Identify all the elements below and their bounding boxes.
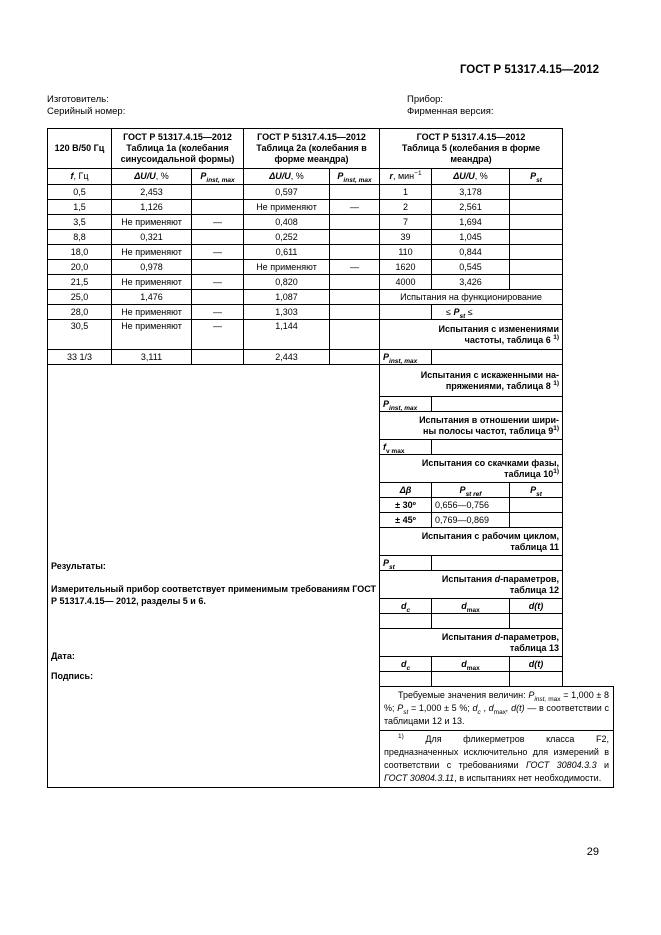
- conformance-statement: Измерительный прибор соответствует применимым требованиям ГОСТ Р 51317.4.15— 2012, разделы 5 и 6.: [51, 584, 377, 606]
- header-table-5: ГОСТ Р 51317.4.15—2012 Таблица 5 (колебания в форме меандра): [380, 129, 563, 169]
- table-row: 8,8 0,321 0,252 39 1,045: [48, 230, 614, 245]
- table-row: 3,5 Не применяют — 0,408 7 1,694: [48, 215, 614, 230]
- page-number: 29: [586, 846, 599, 858]
- footnote-1: $^{1)}$ Для фликерметров класса F2, предназначенных исключительно для измерений в соответствии с требованиями ГОСТ 30804.3.3 и ГОСТ 30804.3.11, в испытаниях нет необходимости.: [380, 731, 614, 788]
- signature-label: Подпись:: [51, 671, 94, 681]
- date-label: Дата:: [51, 651, 75, 661]
- phase-jump-test-label: Испытания со скачками фазы, таблица 10$^{1)}$: [380, 455, 563, 483]
- d-params-table12-label: Испытания d-параметров, таблица 12: [380, 571, 563, 599]
- table-row: 18,0 Не применяют — 0,611 110 0,844: [48, 245, 614, 260]
- subheader-row: f, Гц ΔU/U, % $P_{inst, max}$ ΔU/U, % $P_{inst, max}$ r, мин$^{-1}$ ΔU/U, % $P_{st}$: [48, 169, 614, 185]
- results-label: Результаты:: [51, 561, 106, 571]
- d-params-table13-label: Испытания d-параметров, таблица 13: [380, 629, 563, 657]
- firmware-label: Фирменная версия:: [407, 106, 494, 117]
- table-row: 1,5 1,126 Не применяют — 2 2,561: [48, 200, 614, 215]
- manufacturer-label: Изготовитель:: [47, 94, 109, 105]
- test-report-table: 120 В/50 Гц ГОСТ Р 51317.4.15—2012 Таблица 1а (колебания синусоидальной формы) ГОСТ Р 51317.4.15—2012 Таблица 2а (колебания в форме меандра) ГОСТ Р 51317.4.15—2012 Таблица 5 (колебания в форме меандра) f, Гц ΔU/U, % $P_{inst, max}$ ΔU/U, % $P_{inst, max}$ r, мин$^{-1}$ ΔU/U, % $P_{st}$ 0,5 2,453 0,597 1 3,178 1,5 1,126 Не применяют — 2 2,561 3,5 Не применяют — 0,408 7 1,694 8,8 0,321 0,252 39 1,045 18,0 Не применяют — 0,611 110 0,844 20,0 0,978 Не применяют — 1620 0,545 21,5 Не применяют — 0,820 4000 3,426 25,0 1,476 1,087 Испытания на функционирование 28,0 Не применяют — 1,303 ≤ $P_{st}$ ≤ 30,5 Не применяют — 1,144 Испытания с изменениями частоты, таблица 6 $^{1)}$ 33 1/3 3,111 2,443 $P_{inst, max}$ Результаты: Измерительный прибор соответствует применимым требованиям ГОСТ Р 51317.4.15— 2012, разделы 5 и 6. Дата: Подпись: Испытания с искаженными на- пряжениями, таблица 8 $^{1)}$ $P_{inst, max}$ Испытания в отношении шири- ны полосы частот, таблица 9$^{1)}$ $f_{v max}$ Испытания со скачками фазы, таблица 10$^{1)}$ Δβ $P_{st ref}$ $P_{st}$ ± 30º 0,656—0,756 ± 45º 0,769—0,869 Испытания с рабочим циклом, таблица 11 $P_{st}$ Испытания d-параметров, таблица 12 $d_c$ $d_{max}$ d(t) Испытания d-параметров, таблица 13 $d_c$ $d_{max}$ d(t) Требуемые значения величин: $P_{inst,}$ $_{max}$ = 1,000 ± 8 %; $P_{st} = 1,000 \pm 5$ %; $d_c$ , $d_{max}$, d(t) — в соответствии с таблицами 12 и 13. $^{1)}$ Для фликерметров класса F2, предназначенных исключительно для измерений в соответствии с требованиями ГОСТ 30804.3.3 и ГОСТ 30804.3.11, в испытаниях нет необходимости.: [47, 128, 614, 788]
- header-table-1a: ГОСТ Р 51317.4.15—2012 Таблица 1а (колебания синусоидальной формы): [112, 129, 244, 169]
- serial-label: Серийный номер:: [47, 106, 126, 117]
- device-label: Прибор:: [407, 94, 444, 105]
- functional-test-label: Испытания на функционирование: [380, 290, 563, 305]
- document-code: ГОСТ Р 51317.4.15—2012: [459, 64, 599, 76]
- table-row: 0,5 2,453 0,597 1 3,178: [48, 185, 614, 200]
- table-row: 30,5 Не применяют — 1,144 Испытания с изменениями частоты, таблица 6 $^{1)}$: [48, 320, 614, 350]
- table-row: 21,5 Не применяют — 0,820 4000 3,426: [48, 275, 614, 290]
- header-table-2a: ГОСТ Р 51317.4.15—2012 Таблица 2а (колебания в форме меандра): [244, 129, 380, 169]
- phase-row: ± 30º 0,656—0,756: [48, 498, 614, 513]
- table-row: 25,0 1,476 1,087 Испытания на функционирование: [48, 290, 614, 305]
- table-row: 28,0 Не применяют — 1,303 ≤ $P_{st}$ ≤: [48, 305, 614, 320]
- header-voltage: 120 В/50 Гц: [48, 129, 112, 169]
- results-area: [48, 365, 380, 788]
- pst-range-cell: ≤ $P_{st}$ ≤: [432, 305, 563, 320]
- freq-change-test-label: Испытания с изменениями частоты, таблица 6 $^{1)}$: [380, 320, 563, 350]
- table-row: 20,0 0,978 Не применяют — 1620 0,545: [48, 260, 614, 275]
- distorted-voltage-test-label: Испытания с искаженными на- пряжениями, таблица 8 $^{1)}$: [380, 365, 563, 397]
- required-values-note: Требуемые значения величин: $P_{inst,}$ $_{max}$ = 1,000 ± 8 %; $P_{st} = 1,000 \pm 5$ %; $d_c$ , $d_{max}$, d(t) — в соответствии с таблицами 12 и 13.: [380, 687, 614, 731]
- table-row: 33 1/3 3,111 2,443 $P_{inst, max}$: [48, 350, 614, 365]
- bandwidth-test-label: Испытания в отношении шири- ны полосы частот, таблица 9$^{1)}$: [380, 412, 563, 440]
- phase-row: ± 45º 0,769—0,869: [48, 513, 614, 528]
- duty-cycle-test-label: Испытания с рабочим циклом, таблица 11: [380, 528, 563, 556]
